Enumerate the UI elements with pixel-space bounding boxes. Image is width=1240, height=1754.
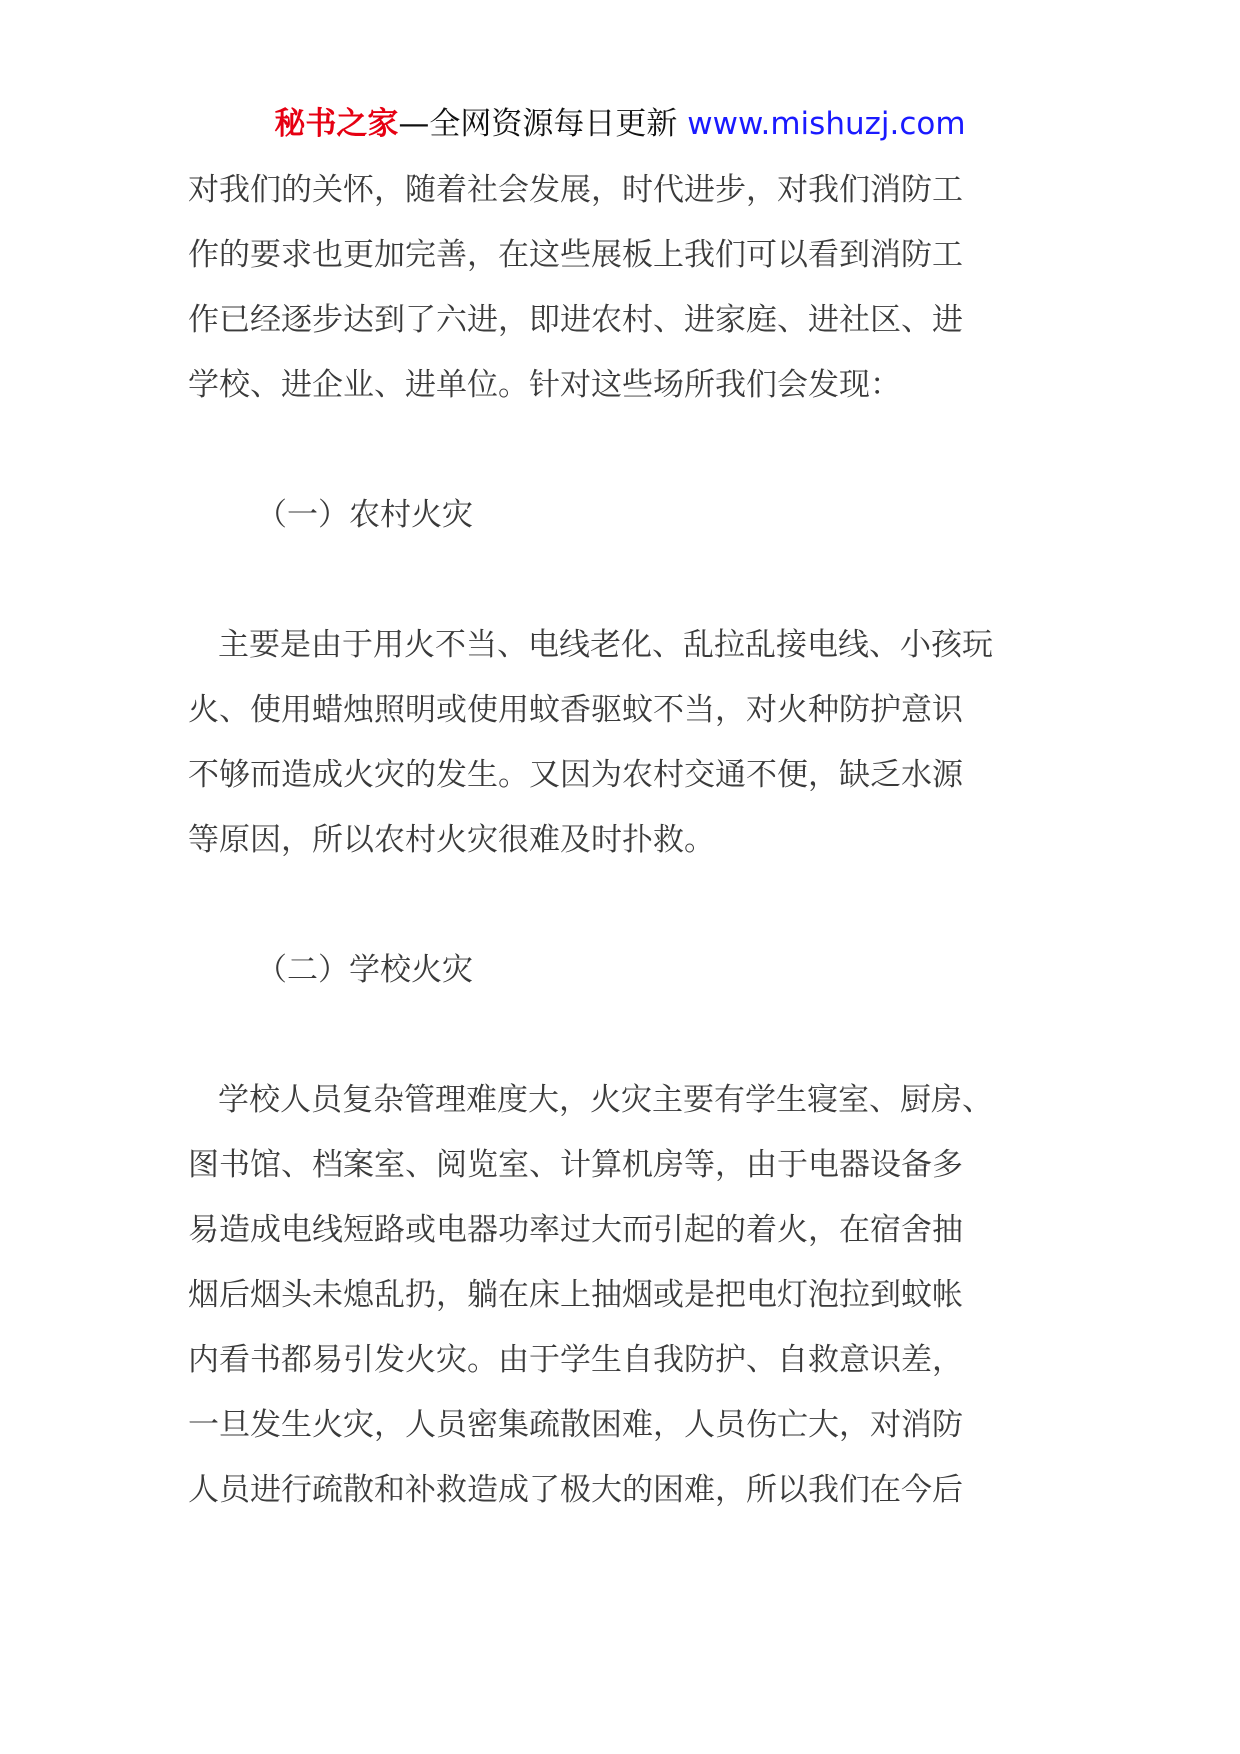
text-line: 人员进行疏散和补救造成了极大的困难，所以我们在今后 xyxy=(188,1472,963,1508)
text-line: 一旦发生火灾，人员密集疏散困难，人员伤亡大，对消防 xyxy=(188,1407,963,1443)
site-brand: 秘书之家 xyxy=(274,106,399,142)
text-line: 作已经逐步达到了六进，即进农村、进家庭、进社区、进 xyxy=(188,302,963,338)
document-body xyxy=(188,158,1058,1523)
text-line: 主要是由于用火不当、电线老化、乱拉乱接电线、小孩玩 xyxy=(218,627,993,663)
text-line: 烟后烟头未熄乱扔，躺在床上抽烟或是把电灯泡拉到蚊帐 xyxy=(188,1277,963,1313)
text-line: 等原因，所以农村火灾很难及时扑救。 xyxy=(188,822,715,858)
site-tagline: —全网资源每日更新 xyxy=(398,106,678,142)
paragraph-school-fire xyxy=(188,1068,1058,1523)
text-line: 对我们的关怀，随着社会发展，时代进步，对我们消防工 xyxy=(188,172,963,208)
page-header xyxy=(0,102,1240,146)
text-line: 作的要求也更加完善，在这些展板上我们可以看到消防工 xyxy=(188,237,963,273)
text-line: 学校人员复杂管理难度大，火灾主要有学生寝室、厨房、 xyxy=(218,1082,993,1118)
text-line: 不够而造成火灾的发生。又因为农村交通不便，缺乏水源 xyxy=(188,757,963,793)
section-heading-rural-fire: （一）农村火灾 xyxy=(256,497,473,533)
paragraph-intro xyxy=(188,158,1058,418)
section-heading-school-fire: （二）学校火灾 xyxy=(256,952,473,988)
text-line: 易造成电线短路或电器功率过大而引起的着火，在宿舍抽 xyxy=(188,1212,963,1248)
text-line: 学校、进企业、进单位。针对这些场所我们会发现： xyxy=(188,367,901,403)
site-url-link[interactable]: www.mishuzj.com xyxy=(687,106,966,142)
text-line: 火、使用蜡烛照明或使用蚊香驱蚊不当，对火种防护意识 xyxy=(188,692,963,728)
text-line: 图书馆、档案室、阅览室、计算机房等，由于电器设备多 xyxy=(188,1147,963,1183)
text-line: 内看书都易引发火灾。由于学生自我防护、自救意识差， xyxy=(188,1342,963,1378)
paragraph-rural-fire xyxy=(188,613,1058,873)
